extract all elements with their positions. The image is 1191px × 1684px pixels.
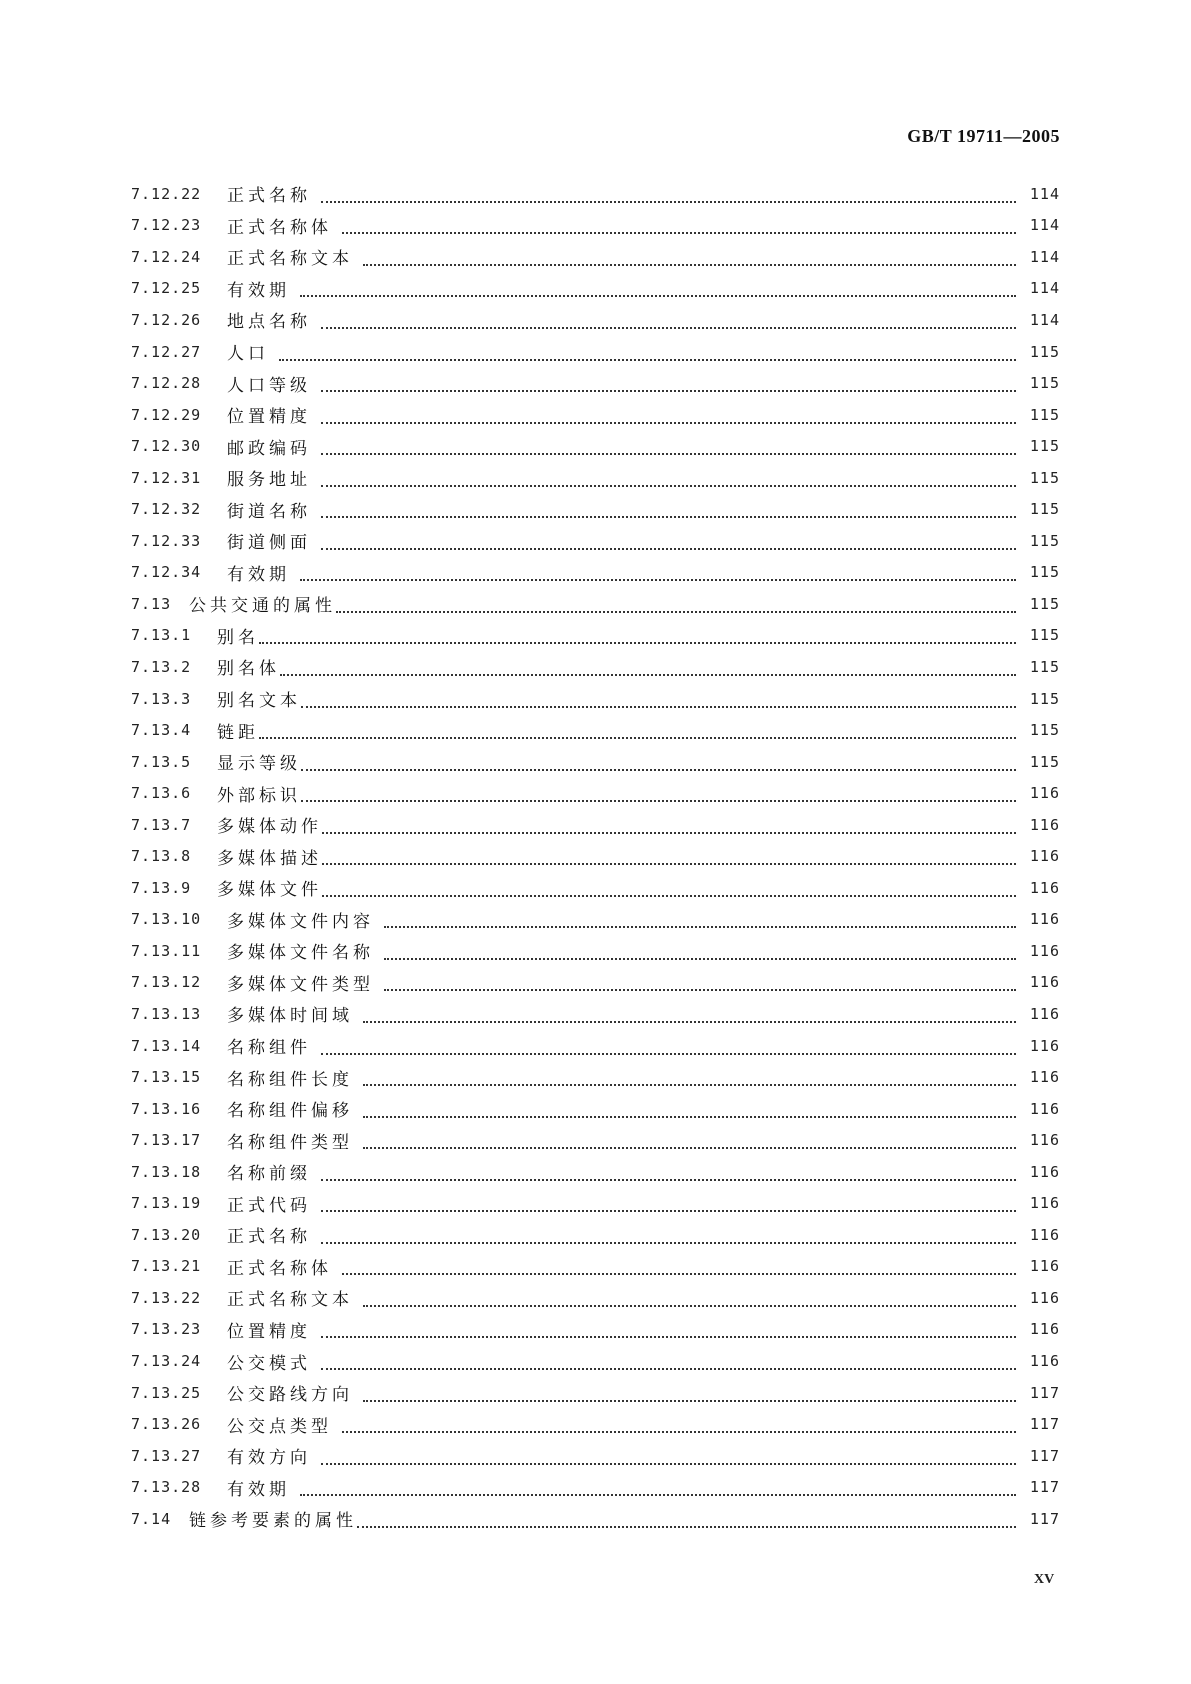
table-of-contents [131,178,1060,1535]
toc-dot-leader [301,788,1016,802]
toc-entry[interactable] [131,777,1060,809]
toc-entry-page: 114 [1029,216,1060,235]
toc-entry[interactable] [131,840,1060,872]
toc-entry-page: 115 [1029,468,1060,487]
toc-dot-leader [384,977,1016,991]
toc-dot-leader [301,694,1016,708]
toc-entry-title: 正式代码 [227,1195,311,1216]
toc-entry-number: 7.13.22 [131,1288,202,1307]
toc-entry[interactable] [131,935,1060,967]
toc-entry-number: 7.13 [131,594,172,613]
toc-entry-number: 7.12.28 [131,374,202,393]
toc-entry[interactable] [131,1282,1060,1314]
toc-entry-title: 有效期 [227,564,290,585]
toc-dot-leader [322,883,1016,897]
toc-entry-number: 7.13.23 [131,1320,202,1339]
toc-entry-number: 7.12.25 [131,279,202,298]
toc-entry-number: 7.13.24 [131,1352,202,1370]
toc-entry[interactable] [131,430,1060,462]
toc-entry-number: 7.13.19 [131,1194,202,1213]
toc-entry-title: 位置精度 [227,407,311,428]
toc-entry-page: 116 [1029,1257,1060,1276]
toc-entry-number: 7.13.5 [131,752,192,771]
toc-entry[interactable] [131,588,1060,620]
toc-dot-leader [321,1324,1016,1338]
toc-entry-title: 正式名称文本 [227,1290,353,1311]
toc-entry-page: 115 [1029,721,1060,740]
toc-dot-leader [342,1419,1016,1433]
toc-entry-number: 7.13.16 [131,1099,202,1118]
toc-entry[interactable] [131,273,1060,305]
toc-entry[interactable] [131,904,1060,936]
toc-entry-title: 多媒体文件类型 [227,974,374,995]
toc-entry-page: 116 [1029,1036,1060,1055]
toc-dot-leader [342,1261,1016,1275]
toc-entry-page: 117 [1029,1383,1060,1402]
toc-entry-number: 7.12.23 [131,216,202,235]
toc-entry[interactable] [131,1345,1060,1377]
toc-dot-leader [363,1104,1016,1118]
toc-entry-number: 7.13.18 [131,1162,202,1181]
toc-entry-number: 7.12.31 [131,468,202,487]
toc-dot-leader [321,315,1016,329]
toc-entry-number: 7.13.28 [131,1478,202,1497]
toc-entry-page: 116 [1029,941,1060,960]
toc-entry-number: 7.12.33 [131,531,202,550]
toc-dot-leader [363,1072,1016,1086]
toc-entry-page: 114 [1029,279,1060,298]
toc-dot-leader [300,1482,1016,1496]
toc-entry-page: 115 [1029,657,1060,676]
toc-entry-number: 7.13.9 [131,878,192,897]
toc-entry-title: 正式名称体 [227,217,332,238]
toc-entry-title: 名称组件类型 [227,1132,353,1153]
toc-entry[interactable] [131,1377,1060,1409]
toc-dot-leader [321,473,1016,487]
toc-entry-page: 117 [1029,1415,1060,1434]
toc-entry-number: 7.13.2 [131,657,192,676]
toc-entry[interactable] [131,620,1060,652]
toc-dot-leader [280,662,1016,676]
toc-entry[interactable] [131,1093,1060,1125]
toc-entry-number: 7.13.17 [131,1131,202,1150]
toc-entry-title: 正式名称 [227,186,311,207]
toc-entry[interactable] [131,714,1060,746]
toc-entry-page: 115 [1029,594,1060,613]
toc-entry-title: 人口等级 [227,375,311,396]
toc-entry-number: 7.13.6 [131,784,192,803]
toc-entry-number: 7.12.27 [131,342,202,361]
toc-entry[interactable] [131,1188,1060,1220]
toc-dot-leader [321,1451,1016,1465]
toc-entry-number: 7.13.25 [131,1383,202,1402]
toc-dot-leader [321,1198,1016,1212]
toc-dot-leader [300,567,1016,581]
toc-entry-page: 116 [1029,1288,1060,1307]
toc-entry-number: 7.14 [131,1509,172,1528]
toc-entry[interactable] [131,1030,1060,1062]
toc-entry[interactable] [131,178,1060,210]
toc-entry-page: 114 [1029,184,1060,203]
toc-entry-title: 链参考要素的属性 [189,1511,357,1532]
toc-entry-page: 115 [1029,437,1060,456]
toc-dot-leader [342,220,1016,234]
toc-entry[interactable] [131,462,1060,494]
toc-entry-title: 正式名称体 [227,1258,332,1279]
toc-entry-page: 116 [1029,1131,1060,1150]
toc-entry-number: 7.13.1 [131,626,192,645]
toc-entry[interactable] [131,557,1060,589]
toc-entry-title: 人口 [227,344,269,364]
toc-entry[interactable] [131,1156,1060,1188]
toc-dot-leader [363,1135,1016,1149]
toc-entry-number: 7.13.10 [131,910,202,929]
toc-dot-leader [363,1009,1016,1023]
toc-entry[interactable] [131,399,1060,431]
toc-dot-leader [336,599,1016,613]
toc-entry-title: 显示等级 [217,754,301,775]
toc-entry-number: 7.12.22 [131,184,202,203]
toc-dot-leader [363,1293,1016,1307]
toc-entry[interactable] [131,872,1060,904]
toc-entry-title: 街道名称 [227,501,311,522]
toc-entry-page: 115 [1029,689,1060,708]
toc-entry[interactable] [131,1440,1060,1472]
toc-entry-title: 名称组件长度 [227,1069,353,1090]
toc-entry-number: 7.13.7 [131,815,192,834]
toc-entry-title: 正式名称文本 [227,249,353,270]
toc-entry-number: 7.13.14 [131,1036,202,1055]
toc-entry-title: 别名文本 [217,691,301,712]
toc-entry[interactable] [131,809,1060,841]
toc-dot-leader [321,504,1016,518]
toc-entry-title: 多媒体描述 [217,848,322,869]
toc-entry-page: 116 [1029,1099,1060,1118]
toc-entry-title: 别名 [217,627,259,648]
toc-entry-title: 有效方向 [227,1448,311,1469]
toc-entry-page: 116 [1029,910,1060,929]
toc-dot-leader [322,820,1016,834]
toc-entry-title: 公交路线方向 [227,1385,353,1406]
toc-entry-title: 别名体 [217,659,280,680]
toc-dot-leader [321,1356,1016,1370]
toc-entry-number: 7.13.26 [131,1415,202,1434]
toc-entry-title: 多媒体文件 [217,880,322,901]
toc-entry-page: 115 [1029,563,1060,582]
toc-entry[interactable] [131,367,1060,399]
toc-entry[interactable] [131,651,1060,683]
toc-dot-leader [363,1388,1016,1402]
toc-entry[interactable] [131,1314,1060,1346]
toc-entry-page: 114 [1029,310,1060,329]
document-code: GB/T 19711—2005 [907,126,1060,146]
toc-entry[interactable] [131,1408,1060,1440]
toc-entry[interactable] [131,746,1060,778]
toc-entry[interactable] [131,1251,1060,1283]
toc-dot-leader [321,1230,1016,1244]
toc-dot-leader [321,189,1016,203]
toc-entry-title: 有效期 [227,1479,290,1500]
toc-entry[interactable] [131,967,1060,999]
toc-entry-page: 115 [1029,342,1060,361]
toc-entry-title: 多媒体文件名称 [227,943,374,964]
toc-entry-page: 117 [1029,1446,1060,1465]
toc-entry[interactable] [131,304,1060,336]
toc-dot-leader [259,630,1016,644]
toc-dot-leader [321,378,1016,392]
toc-entry-title: 地点名称 [227,312,311,333]
toc-entry-page: 116 [1029,784,1060,803]
toc-dot-leader [357,1514,1016,1528]
page-number: XV [1034,1572,1055,1587]
toc-entry-page: 115 [1029,405,1060,424]
toc-entry-page: 116 [1029,973,1060,992]
toc-entry[interactable] [131,210,1060,242]
toc-entry-number: 7.13.15 [131,1068,202,1087]
toc-entry-title: 公共交通的属性 [189,596,336,617]
toc-dot-leader [321,1041,1016,1055]
toc-entry-number: 7.12.24 [131,247,202,266]
toc-entry-title: 公交点类型 [227,1416,332,1437]
toc-dot-leader [384,946,1016,960]
toc-entry-page: 116 [1029,1320,1060,1339]
toc-entry-title: 链距 [217,722,259,743]
toc-entry-page: 117 [1029,1478,1060,1497]
toc-dot-leader [384,914,1016,928]
toc-entry-title: 名称前缀 [227,1164,311,1185]
toc-entry[interactable] [131,1219,1060,1251]
toc-entry-number: 7.12.32 [131,500,202,519]
toc-entry-title: 外部标识 [217,785,301,806]
toc-entry[interactable] [131,998,1060,1030]
toc-entry-page: 115 [1029,500,1060,519]
toc-entry-page: 116 [1029,1352,1060,1370]
toc-dot-leader [321,536,1016,550]
toc-entry-number: 7.12.26 [131,310,202,329]
toc-dot-leader [259,725,1016,739]
toc-entry-page: 116 [1029,878,1060,897]
toc-entry[interactable] [131,493,1060,525]
toc-entry-page: 115 [1029,531,1060,550]
toc-entry-title: 名称组件 [227,1038,311,1059]
toc-entry-number: 7.13.4 [131,721,192,740]
toc-entry-number: 7.13.13 [131,1004,202,1023]
toc-dot-leader [321,410,1016,424]
toc-entry-number: 7.13.12 [131,973,202,992]
toc-entry-number: 7.13.8 [131,847,192,866]
toc-entry-page: 116 [1029,1194,1060,1213]
toc-dot-leader [300,283,1016,297]
toc-entry-page: 116 [1029,1162,1060,1181]
toc-entry-number: 7.13.11 [131,941,202,960]
toc-entry-number: 7.13.3 [131,689,192,708]
toc-entry-number: 7.13.21 [131,1257,202,1276]
toc-entry-title: 服务地址 [227,470,311,491]
toc-entry-title: 多媒体时间域 [227,1006,353,1027]
toc-entry[interactable] [131,683,1060,715]
toc-entry-title: 正式名称 [227,1227,311,1248]
toc-entry-page: 116 [1029,1225,1060,1244]
toc-entry-page: 115 [1029,626,1060,645]
toc-entry-title: 街道侧面 [227,533,311,554]
toc-entry-title: 公交模式 [227,1353,311,1374]
toc-entry-page: 114 [1029,247,1060,266]
toc-entry-number: 7.13.27 [131,1446,202,1465]
toc-entry[interactable] [131,1471,1060,1503]
toc-dot-leader [279,347,1016,361]
toc-dot-leader [322,851,1016,865]
toc-entry[interactable] [131,1061,1060,1093]
toc-entry[interactable] [131,1124,1060,1156]
toc-entry-title: 多媒体动作 [217,817,322,838]
toc-entry-number: 7.12.30 [131,437,202,456]
toc-entry[interactable] [131,525,1060,557]
toc-entry-page: 116 [1029,815,1060,834]
toc-entry-title: 名称组件偏移 [227,1101,353,1122]
toc-entry-page: 116 [1029,1068,1060,1087]
toc-entry-page: 115 [1029,752,1060,771]
toc-entry-title: 有效期 [227,280,290,301]
toc-entry-page: 115 [1029,374,1060,393]
toc-entry-title: 多媒体文件内容 [227,911,374,932]
toc-entry-page: 116 [1029,847,1060,866]
toc-entry-page: 117 [1029,1509,1060,1528]
toc-entry-title: 邮政编码 [227,438,311,459]
toc-dot-leader [321,1167,1016,1181]
toc-dot-leader [363,252,1016,266]
toc-entry[interactable] [131,1503,1060,1535]
toc-entry[interactable] [131,336,1060,368]
toc-dot-leader [301,757,1016,771]
toc-entry-number: 7.13.20 [131,1225,202,1244]
toc-dot-leader [321,441,1016,455]
toc-entry-number: 7.12.29 [131,405,202,424]
toc-entry-number: 7.12.34 [131,563,202,582]
toc-entry[interactable] [131,241,1060,273]
toc-entry-page: 116 [1029,1004,1060,1023]
toc-entry-title: 位置精度 [227,1321,311,1342]
